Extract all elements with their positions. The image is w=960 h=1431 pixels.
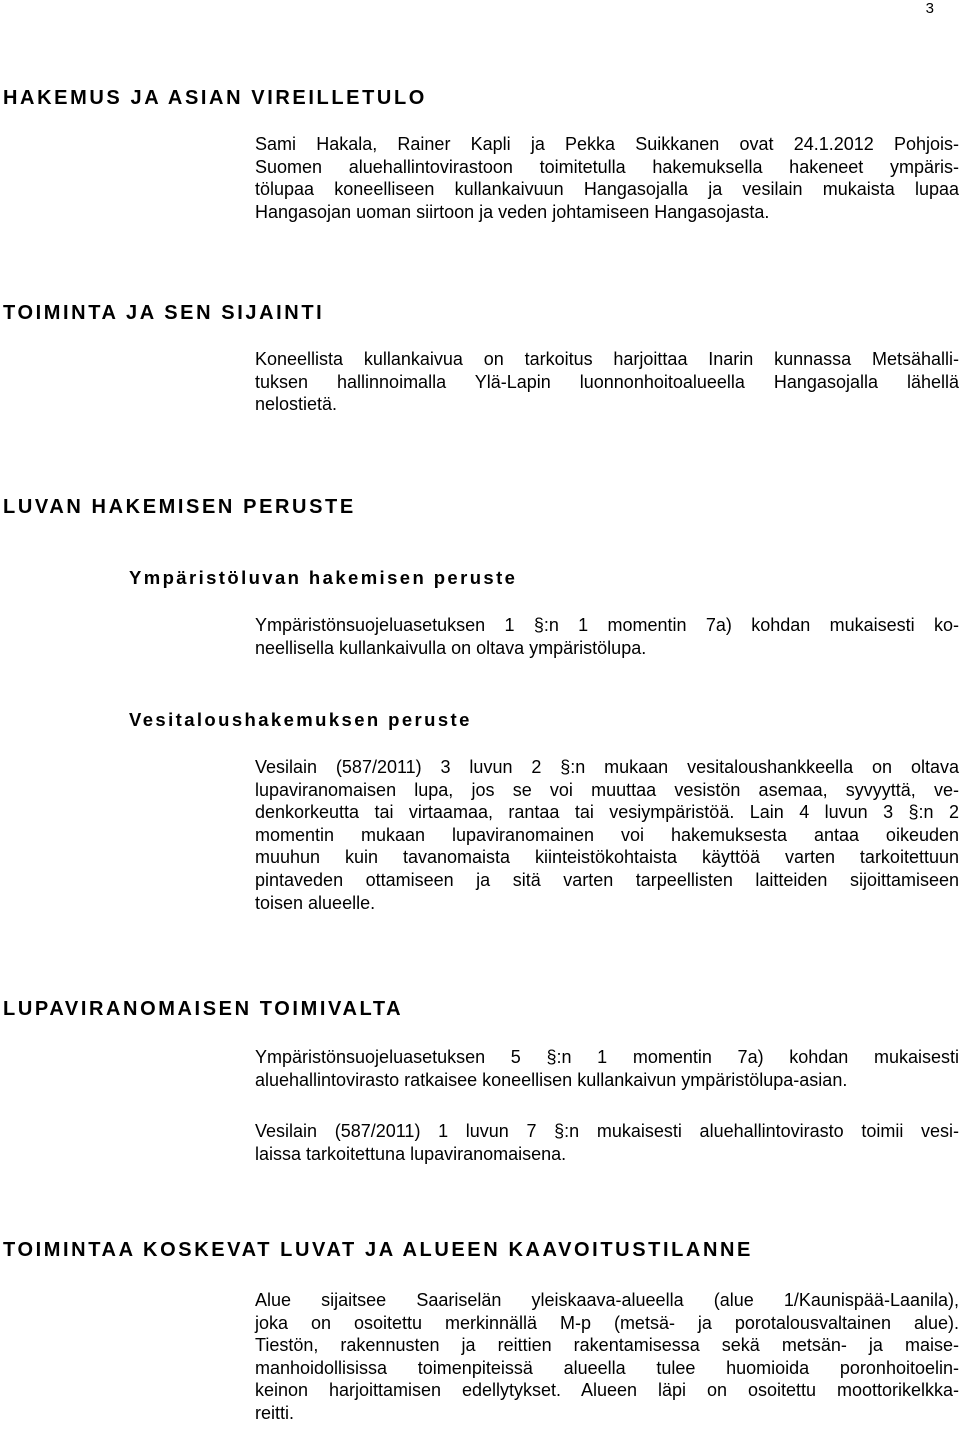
text-line: laissa tarkoitettuna lupaviranomaisena. (255, 1143, 567, 1164)
text-line: Hangasojan uoman siirtoon ja veden johtamiseen Hangasojasta. (255, 201, 770, 222)
page-number: 3 (925, 0, 934, 17)
text-line: Suomen aluehallintovirastoon toimitetulla hakemuksella hakeneet ympäris- (255, 156, 959, 177)
text-line: tuksen hallinnoimalla Ylä-Lapin luonnonhoitoalueella Hangasojalla lähellä (255, 371, 959, 392)
section-heading-application: HAKEMUS JA ASIAN VIREILLETULO (3, 87, 427, 109)
section-heading-permit-basis: LUVAN HAKEMISEN PERUSTE (3, 496, 356, 518)
text-line: Alue sijaitsee Saariselän yleiskaava-alueella (alue 1/Kaunispää-Laanila), (255, 1290, 959, 1310)
paragraph-authority-competence-2 (255, 1120, 959, 1165)
paragraph-environmental-permit (255, 614, 959, 659)
text-line: Ympäristönsuojeluasetuksen 1 §:n 1 momentin 7a) kohdan mukaisesti ko- (255, 615, 959, 635)
text-line: Sami Hakala, Rainer Kapli ja Pekka Suikkanen ovat 24.1.2012 Pohjois- (255, 134, 959, 154)
paragraph-permits-zoning (255, 1289, 959, 1425)
text-line: Vesilain (587/2011) 1 luvun 7 §:n mukaisesti aluehallintovirasto toimii vesi- (255, 1121, 959, 1141)
text-line: Koneellista kullankaivua on tarkoitus harjoittaa Inarin kunnassa Metsähalli- (255, 349, 959, 369)
text-line: denkorkeutta tai virtaamaa, rantaa tai vesiympäristöä. Lain 4 luvun 3 §:n 2 (255, 802, 959, 823)
text-line: Tiestön, rakennusten ja reittien rakentamisessa sekä metsän- ja maise- (255, 1335, 959, 1356)
section-heading-activity-location: TOIMINTA JA SEN SIJAINTI (3, 302, 325, 324)
paragraph-activity-location (255, 348, 959, 416)
text-line: tölupaa koneelliseen kullankaivuun Hangasojalla ja vesilain mukaista lupaa (255, 179, 959, 200)
text-line: toisen alueelle. (255, 892, 376, 913)
text-line: manhoidollisissa toimenpiteissä alueella tulee huomioida poronhoitoelin- (255, 1357, 959, 1378)
text-line: muuhun kuin tavanomaista kiinteistökohtaista käyttöä varten tarkoitettuun (255, 847, 959, 868)
text-line: Ympäristönsuojeluasetuksen 5 §:n 1 momentin 7a) kohdan mukaisesti (255, 1047, 959, 1067)
section-heading-authority-competence: LUPAVIRANOMAISEN TOIMIVALTA (3, 998, 404, 1020)
section-heading-permits-zoning: TOIMINTAA KOSKEVAT LUVAT JA ALUEEN KAAVOITUSTILANNE (3, 1239, 754, 1261)
subsection-heading-environmental-permit: Ympäristöluvan hakemisen peruste (129, 567, 518, 588)
text-line: aluehallintovirasto ratkaisee koneellisen kullankaivun ympäristölupa-asian. (255, 1069, 848, 1090)
text-line: pintaveden ottamiseen ja sitä varten tarpeellisten laitteiden sijoittamiseen (255, 869, 959, 890)
text-line: joka on osoitettu merkinnällä M-p (metsä- ja porotalousvaltainen alue). (255, 1312, 959, 1333)
text-line: reitti. (255, 1402, 295, 1423)
text-line: neellisella kullankaivulla on oltava ympäristölupa. (255, 637, 647, 658)
paragraph-water-permit (255, 756, 959, 914)
text-line: nelostietä. (255, 394, 338, 415)
paragraph-authority-competence-1 (255, 1046, 959, 1091)
text-line: momentin mukaan lupaviranomainen voi hakemuksesta antaa oikeuden (255, 824, 959, 845)
text-line: keinon harjoittamisen edellytykset. Alueen läpi on osoitettu moottorikelkka- (255, 1380, 959, 1401)
text-line: Vesilain (587/2011) 3 luvun 2 §:n mukaan vesitaloushankkeella on oltava (255, 757, 959, 777)
paragraph-application (255, 133, 959, 223)
text-line: lupaviranomaisen lupa, jos se voi muuttaa vesistön asemaa, syvyyttä, ve- (255, 779, 959, 800)
subsection-heading-water-permit: Vesitaloushakemuksen peruste (129, 709, 472, 730)
